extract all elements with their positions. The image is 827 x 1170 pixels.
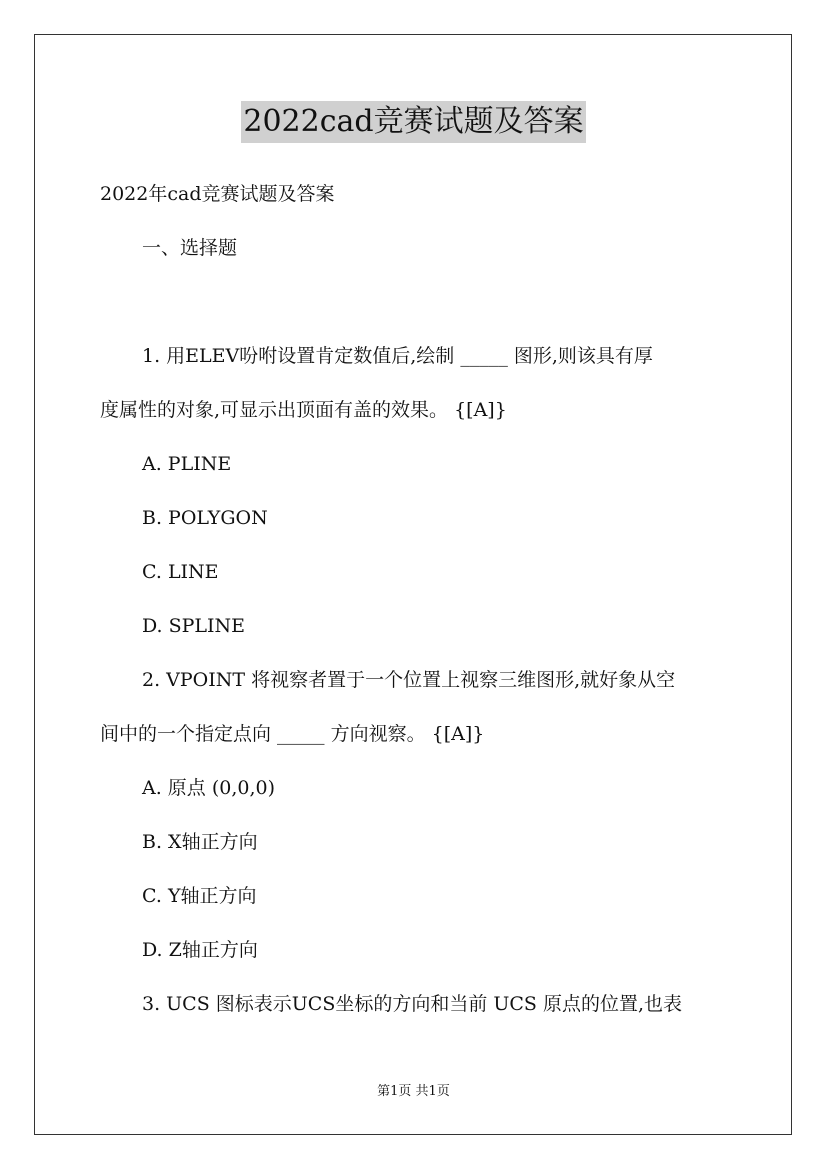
question-1-option-a: A. PLINE bbox=[142, 453, 232, 475]
question-2-option-a: A. 原点 (0,0,0) bbox=[142, 777, 276, 799]
page-footer: 第1页 共1页 bbox=[377, 1084, 450, 1099]
question-1-option-d: D. SPLINE bbox=[142, 615, 246, 637]
question-1-option-c: C. LINE bbox=[142, 561, 219, 583]
section-heading: 一、选择题 bbox=[142, 237, 238, 259]
question-3-line-1: 3. UCS 图标表示UCS坐标的方向和当前 UCS 原点的位置,也表 bbox=[142, 993, 683, 1015]
question-2-option-d: D. Z轴正方向 bbox=[142, 939, 258, 961]
question-1-line-1: 1. 用ELEV吩咐设置肯定数值后,绘制 _____ 图形,则该具有厚 bbox=[142, 345, 653, 367]
question-1-line-2: 度属性的对象,可显示出顶面有盖的效果。 {[A]} bbox=[100, 399, 507, 421]
subtitle-line: 2022年cad竞赛试题及答案 bbox=[100, 183, 335, 205]
question-2-line-1: 2. VPOINT 将视察者置于一个位置上视察三维图形,就好象从空 bbox=[142, 669, 676, 691]
question-2-option-c: C. Y轴正方向 bbox=[142, 885, 257, 907]
question-2-line-2: 间中的一个指定点向 _____ 方向视察。 {[A]} bbox=[100, 723, 485, 745]
question-1-option-b: B. POLYGON bbox=[142, 507, 268, 529]
question-2-option-b: B. X轴正方向 bbox=[142, 831, 258, 853]
document-title: 2022cad竞赛试题及答案 bbox=[241, 101, 585, 143]
title-container bbox=[0, 101, 827, 143]
